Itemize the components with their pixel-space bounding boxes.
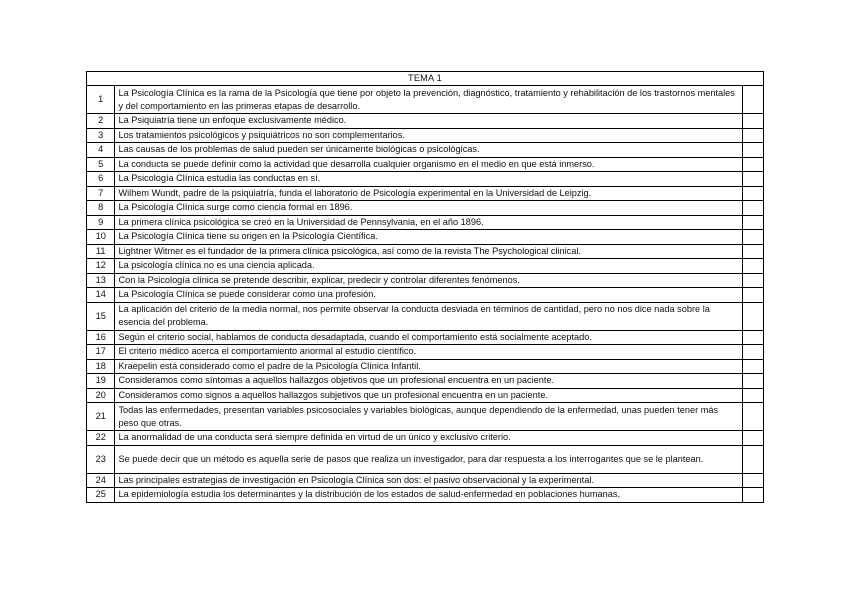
answer-cell[interactable] — [742, 330, 763, 345]
question-statement: El criterio médico acerca el comportamiento anormal al estudio científico. — [115, 345, 742, 360]
answer-cell[interactable] — [742, 128, 763, 143]
question-statement: Consideramos como síntomas a aquellos hallazgos objetivos que un profesional encuentra en un paciente. — [115, 374, 742, 389]
question-statement: Lightner Witmer es el fundador de la primera clínica psicológica, así como de la revista The Psychological clinical. — [115, 244, 742, 259]
answer-cell[interactable] — [742, 388, 763, 403]
table-row — [87, 345, 764, 360]
question-statement: La Psicología Clínica estudia las conductas en sí. — [115, 172, 742, 187]
answer-cell[interactable] — [742, 345, 763, 360]
table-row — [87, 273, 764, 288]
question-statement: Todas las enfermedades, presentan variables psicosociales y variables biológicas, aunque dependiendo de la enfermedad, unas pueden tener más peso que otras. — [115, 403, 742, 431]
question-number: 21 — [87, 403, 115, 431]
question-number: 12 — [87, 259, 115, 274]
table-row — [87, 330, 764, 345]
table-row — [87, 359, 764, 374]
question-statement: La Psicología Clínica se puede considerar como una profesión. — [115, 288, 742, 303]
question-number: 11 — [87, 244, 115, 259]
answer-cell[interactable] — [742, 186, 763, 201]
table-row — [87, 143, 764, 158]
question-statement: La primera clínica psicológica se creó en la Universidad de Pennsylvania, en el año 1896. — [115, 215, 742, 230]
table-row — [87, 259, 764, 274]
table-row — [87, 215, 764, 230]
table-title: TEMA 1 — [87, 72, 764, 86]
table-row — [87, 431, 764, 446]
table-row — [87, 403, 764, 431]
table-row — [87, 244, 764, 259]
table-row — [87, 128, 764, 143]
answer-cell[interactable] — [742, 403, 763, 431]
question-number: 23 — [87, 445, 115, 473]
question-statement: Los tratamientos psicológicos y psiquiátricos no son complementarios. — [115, 128, 742, 143]
answer-cell[interactable] — [742, 288, 763, 303]
answer-cell[interactable] — [742, 143, 763, 158]
question-number: 22 — [87, 431, 115, 446]
answer-cell[interactable] — [742, 473, 763, 488]
table-row — [87, 186, 764, 201]
question-number: 4 — [87, 143, 115, 158]
question-number: 10 — [87, 230, 115, 245]
answer-cell[interactable] — [742, 359, 763, 374]
question-number: 17 — [87, 345, 115, 360]
question-statement: Wilhem Wundt, padre de la psiquiatría, funda el laboratorio de Psicología experimental en la Universidad de Leipzig. — [115, 186, 742, 201]
answer-cell[interactable] — [742, 114, 763, 129]
answer-cell[interactable] — [742, 374, 763, 389]
question-statement: La anormalidad de una conducta será siempre definida en virtud de un único y exclusivo criterio. — [115, 431, 742, 446]
question-number: 16 — [87, 330, 115, 345]
answer-cell[interactable] — [742, 302, 763, 330]
table-row — [87, 157, 764, 172]
question-number: 24 — [87, 473, 115, 488]
question-statement: Las principales estrategias de investigación en Psicología Clínica son dos: el pasivo observacional y la experimental. — [115, 473, 742, 488]
question-number: 9 — [87, 215, 115, 230]
question-number: 18 — [87, 359, 115, 374]
question-number: 6 — [87, 172, 115, 187]
question-statement: La Psicología Clínica es la rama de la Psicología que tiene por objeto la prevención, diagnóstico, tratamiento y rehabilitación de los trastornos mentales y del comportamiento en las primeras etapas de desarrollo. — [115, 86, 742, 114]
answer-cell[interactable] — [742, 488, 763, 503]
questions-table-body — [87, 72, 764, 503]
question-statement: Las causas de los problemas de salud pueden ser únicamente biológicas o psicológicas. — [115, 143, 742, 158]
table-row — [87, 473, 764, 488]
question-number: 25 — [87, 488, 115, 503]
question-statement: La Psiquiatría tiene un enfoque exclusivamente médico. — [115, 114, 742, 129]
answer-cell[interactable] — [742, 273, 763, 288]
questions-table — [86, 71, 764, 503]
question-statement: Consideramos como signos a aquellos hallazgos subjetivos que un profesional encuentra en un paciente. — [115, 388, 742, 403]
answer-cell[interactable] — [742, 172, 763, 187]
table-row — [87, 86, 764, 114]
table-row — [87, 302, 764, 330]
question-statement: La Psicología Clínica surge como ciencia formal en 1896. — [115, 201, 742, 216]
question-statement: Kraepelin está considerado como el padre de la Psicología Clínica Infantil. — [115, 359, 742, 374]
table-row — [87, 230, 764, 245]
question-number: 1 — [87, 86, 115, 114]
question-statement: La aplicación del criterio de la media normal, nos permite observar la conducta desviada en términos de cantidad, pero no nos dice nada sobre la esencia del problema. — [115, 302, 742, 330]
table-row — [87, 445, 764, 473]
question-number: 8 — [87, 201, 115, 216]
table-row — [87, 374, 764, 389]
question-number: 2 — [87, 114, 115, 129]
answer-cell[interactable] — [742, 215, 763, 230]
question-statement: La epidemiología estudia los determinantes y la distribución de los estados de salud-enfermedad en poblaciones humanas. — [115, 488, 742, 503]
question-number: 19 — [87, 374, 115, 389]
question-number: 7 — [87, 186, 115, 201]
answer-cell[interactable] — [742, 230, 763, 245]
answer-cell[interactable] — [742, 244, 763, 259]
answer-cell[interactable] — [742, 157, 763, 172]
question-number: 5 — [87, 157, 115, 172]
table-title-row — [87, 72, 764, 86]
table-row — [87, 288, 764, 303]
answer-cell[interactable] — [742, 259, 763, 274]
answer-cell[interactable] — [742, 86, 763, 114]
table-row — [87, 488, 764, 503]
question-number: 14 — [87, 288, 115, 303]
question-number: 13 — [87, 273, 115, 288]
question-statement: Con la Psicología clínica se pretende describir, explicar, predecir y controlar diferentes fenómenos. — [115, 273, 742, 288]
question-statement: La psicología clínica no es una ciencia aplicada. — [115, 259, 742, 274]
question-number: 20 — [87, 388, 115, 403]
table-row — [87, 172, 764, 187]
table-row — [87, 114, 764, 129]
question-number: 15 — [87, 302, 115, 330]
answer-cell[interactable] — [742, 201, 763, 216]
answer-cell[interactable] — [742, 445, 763, 473]
question-statement: La Psicología Clínica tiene su origen en la Psicología Científica. — [115, 230, 742, 245]
table-row — [87, 388, 764, 403]
answer-cell[interactable] — [742, 431, 763, 446]
question-statement: Se puede decir que un método es aquella serie de pasos que realiza un investigador, para dar respuesta a los interrogantes que se le plantean. — [115, 445, 742, 473]
question-number: 3 — [87, 128, 115, 143]
question-statement: Según el criterio social, hablamos de conducta desadaptada, cuando el comportamiento está socialmente aceptado. — [115, 330, 742, 345]
table-row — [87, 201, 764, 216]
question-statement: La conducta se puede definir como la actividad que desarrolla cualquier organismo en el medio en que está inmerso. — [115, 157, 742, 172]
